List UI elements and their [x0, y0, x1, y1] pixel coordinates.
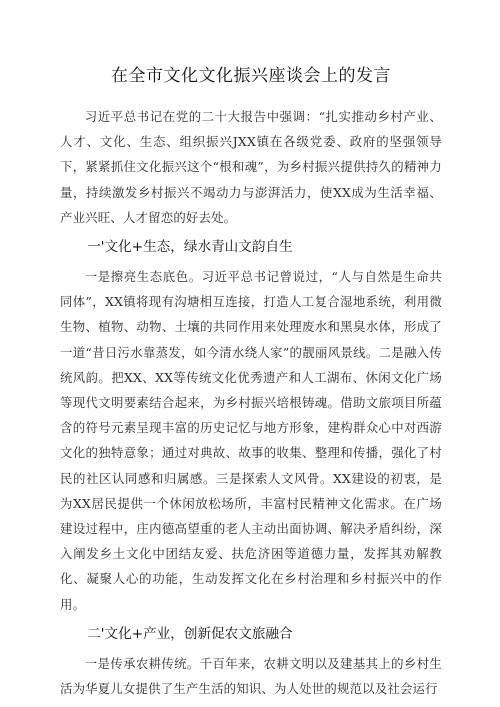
document-title: 在全市文化文化振兴座谈会上的发言 — [111, 66, 391, 86]
intro-paragraph: 习近平总书记在党的二十大报告中强调：“扎实推动乡村产业、人才、文化、生态、组织振兴JXX镇在各级党委、政府的坚强领导下，紧紧抓住文化振兴这个“根和魂”，为乡村振兴提供持久的精神力量，持续激发乡村振兴不竭动力与澎湃活力，使XX成为生活幸福、产业兴旺、人才留恋的好去处。 — [60, 109, 442, 225]
section-1-heading: 一'文化+生态，绿水青山文韵自生 — [87, 239, 293, 256]
section-2-heading: 二'文化+产业，创新促农文旅融合 — [87, 625, 293, 642]
section-1-paragraph: 一是擦亮生态底色。习近平总书记曾说过，“人与自然是生命共同体”，XX镇将现有沟塘相互连接，打造人工复合湿地系统，利用微生物、植物、动物、土壤的共同作用来处理废水和黑臭水体，形成了一道“昔日污水靠蒸发，如今清水绕人家”的靓丽风景线。二是融入传统风韵。把XX、XX等传统文化优秀遗产和人工湖布、休闲文化广场等现代文明要素结合起来，为乡村振兴培根铸魂。借助文旅项目所蕴含的符号元素呈现丰富的历史记忆与地方形象，建构群众心中对西游文化的独特意象；通过对典故、故事的收集、整理和传播，强化了村民的社区认同感和归属感。三是探索人文风骨。XX建设的初衷，是为XX居民提供一个休闲放松场所，丰富村民精神文化需求。在广场建设过程中，庄内德高望重的老人主动出面协调、解决矛盾纠纷，深入阐发乡土文化中团结友爱、扶危济困等道德力量，发挥其劝解教化、凝聚人心的功能，生动发挥文化在乡村治理和乡村振兴中的作用。 — [60, 269, 442, 612]
section-2-paragraph: 一是传承农耕传统。千百年来，农耕文明以及建基其上的乡村生活为华夏儿女提供了生产生活的知识、为人处世的规范以及社会运行 — [60, 655, 442, 697]
